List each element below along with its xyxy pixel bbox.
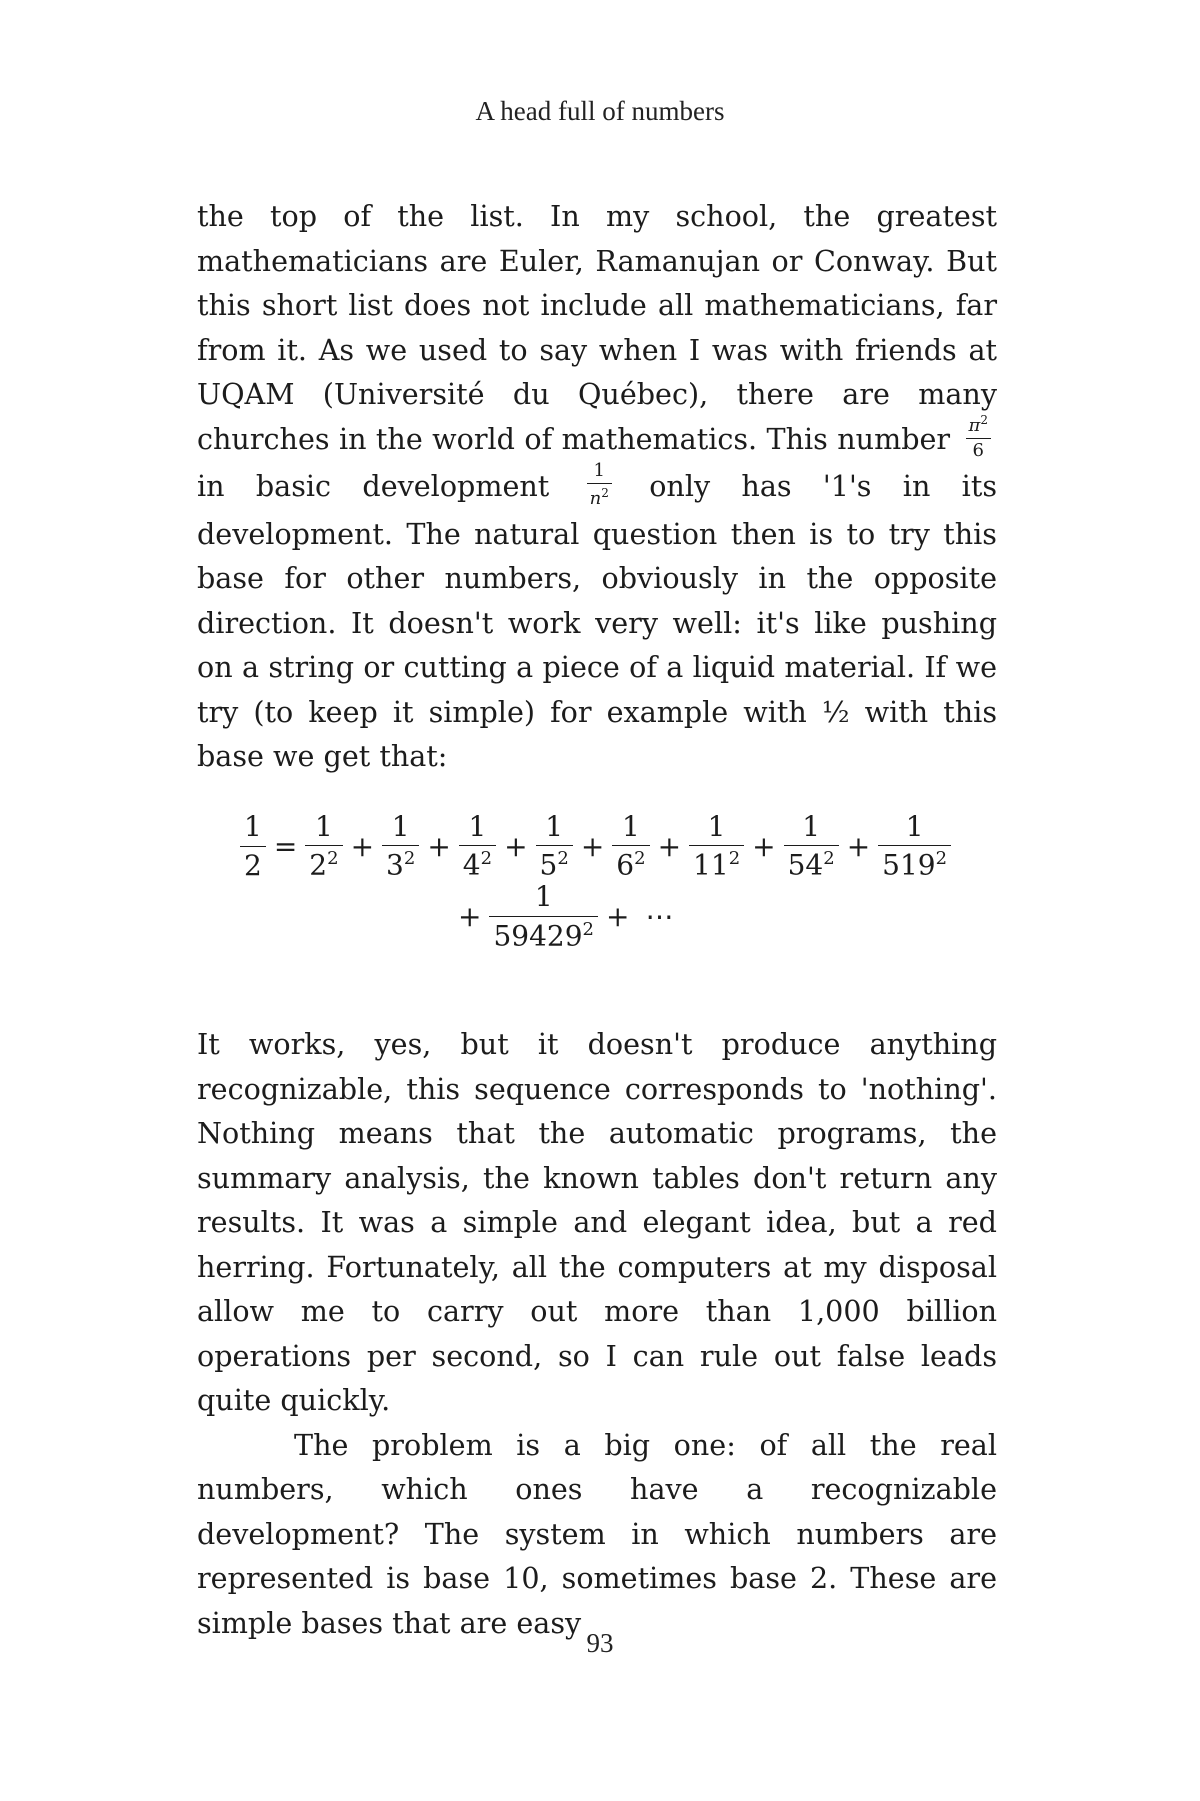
equation-lhs-denominator: 2 (240, 846, 266, 880)
display-equation (240, 812, 980, 950)
term-exponent: 2 (935, 848, 948, 870)
one-over-n-squared-fraction (587, 459, 612, 509)
fraction-pi-symbol: π (968, 415, 981, 436)
body-text-bottom (197, 1022, 997, 1645)
equation-term (459, 812, 496, 880)
term-exponent: 2 (480, 848, 493, 870)
term-numerator: 1 (802, 810, 821, 843)
term-exponent: 2 (557, 848, 569, 870)
fraction-one-numerator: 1 (593, 459, 605, 481)
paragraph-1-text-a: the top of the list. In my school, the greatest mathematicians are Euler, Ramanujan or Conway. But this short list does not include all mathematicians, far from it. As we used to say when I was with friends at UQAM (Université du Québec), there are many churches in the world of mathematics. This number (197, 199, 997, 456)
plus-sign: + (350, 829, 375, 863)
plus-sign: + (606, 899, 630, 933)
running-header: A head full of numbers (475, 96, 725, 126)
term-numerator: 1 (622, 810, 640, 843)
plus-sign: + (752, 829, 776, 863)
term-base: 3 (386, 848, 404, 882)
term-denominator (784, 845, 839, 880)
term-numerator: 1 (534, 880, 553, 914)
plus-sign: + (504, 829, 528, 863)
term-denominator (612, 845, 649, 880)
equation-term (612, 812, 649, 880)
body-text-top (197, 194, 997, 779)
term-denominator (382, 845, 419, 880)
plus-sign: + (846, 829, 871, 863)
term-exponent: 2 (403, 848, 416, 870)
term-base: 4 (462, 848, 481, 882)
term-denominator (536, 845, 573, 880)
equation-term (305, 812, 342, 880)
term-base: 5 (539, 848, 558, 882)
plus-sign: + (427, 829, 451, 863)
equation-term (784, 812, 839, 880)
equation-lhs-numerator: 1 (244, 810, 262, 844)
ellipsis: ⋯ (645, 899, 674, 933)
term-denominator (489, 916, 598, 951)
fraction-six-denominator: 6 (966, 438, 991, 460)
term-numerator: 1 (905, 810, 924, 843)
paragraph-1 (197, 194, 997, 779)
plus-sign: + (657, 829, 682, 863)
equation-term (878, 812, 951, 880)
term-numerator: 1 (468, 810, 487, 843)
term-numerator: 1 (707, 810, 726, 843)
term-base: 519 (882, 848, 936, 882)
fraction-pi-exponent: 2 (980, 413, 988, 427)
term-base: 2 (309, 848, 328, 882)
equation-row-2 (450, 882, 980, 950)
fraction-n-symbol: n (589, 487, 602, 509)
paragraph-1-text-b: in basic development (197, 469, 550, 503)
term-exponent: 2 (823, 848, 835, 870)
term-base: 6 (616, 848, 635, 882)
plus-sign: + (458, 899, 482, 933)
term-base: 11 (693, 848, 729, 882)
term-exponent: 2 (582, 918, 594, 940)
term-base: 59429 (493, 918, 583, 952)
paragraph-1-text-c: only has '1's in its development. The natural question then is to try this base for other numbers, obviously in the opposite direction. It doesn't work very well: it's like pushing on a string or cutting a piece of a liquid material. If we try (to keep it simple) for example with ½ with this base we get that: (197, 469, 997, 773)
equation-term (536, 812, 573, 880)
paragraph-3: The problem is a big one: of all the real numbers, which ones have a recognizable development? The system in which numbers are represented is base 10, sometimes base 2. These are simple bases that are easy (197, 1427, 997, 1640)
equals-sign: = (273, 829, 298, 863)
term-exponent: 2 (728, 848, 741, 870)
term-numerator: 1 (315, 810, 333, 843)
term-numerator: 1 (391, 810, 410, 843)
term-denominator (305, 845, 342, 880)
pi-squared-over-six-fraction (966, 414, 991, 460)
plus-sign: + (580, 829, 605, 863)
equation-term (489, 882, 598, 950)
term-numerator: 1 (545, 810, 564, 843)
term-exponent: 2 (327, 848, 339, 870)
equation-term (382, 812, 419, 880)
term-denominator (689, 845, 744, 880)
term-denominator (459, 845, 496, 880)
paragraph-2: It works, yes, but it doesn't produce anything recognizable, this sequence corresponds to 'nothing'. Nothing means that the automatic programs, the summary analysis, the known tables don't return any results. It was a simple and elegant idea, but a red herring. Fortunately, all the computers at my disposal allow me to carry out more than 1,000 billion operations per second, so I can rule out false leads quite quickly. (197, 1027, 997, 1417)
page-number: 93 (586, 1628, 614, 1658)
equation-row-1 (240, 812, 980, 880)
term-exponent: 2 (634, 848, 646, 870)
equation-lhs-fraction (240, 812, 266, 880)
term-denominator (878, 845, 951, 880)
term-base: 54 (787, 848, 824, 882)
equation-term (689, 812, 744, 880)
fraction-n-exponent: 2 (601, 485, 609, 500)
